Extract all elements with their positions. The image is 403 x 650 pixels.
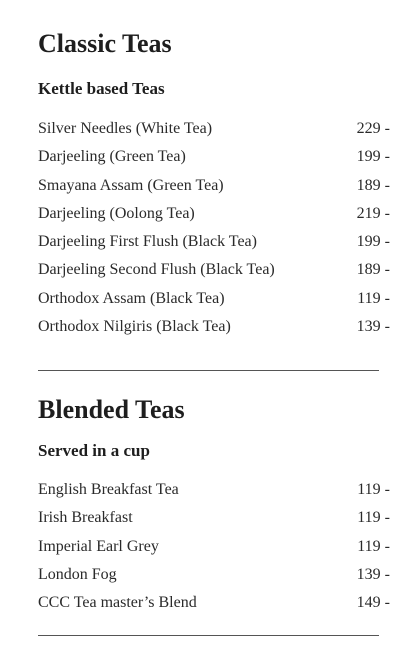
section-title-blended-teas: Blended Teas xyxy=(38,395,185,424)
menu-item-name: London Fog xyxy=(38,565,117,583)
menu-item xyxy=(38,204,390,232)
section-title-classic-teas: Classic Teas xyxy=(38,29,172,58)
menu-item-price: 119 - xyxy=(357,537,390,555)
menu-item-price: 199 - xyxy=(356,233,390,251)
menu-item-price: 199 - xyxy=(356,148,390,166)
section-subtitle-kettle-based: Kettle based Teas xyxy=(38,79,165,98)
classic-teas-list xyxy=(38,119,390,345)
menu-item-price: 149 - xyxy=(356,594,390,612)
menu-item-price: 119 - xyxy=(357,509,390,527)
menu-item xyxy=(38,537,390,565)
menu-item-name: Orthodox Nilgiris (Black Tea) xyxy=(38,318,231,336)
menu-item xyxy=(38,176,390,204)
menu-item-name: English Breakfast Tea xyxy=(38,481,179,498)
menu-item-price: 189 - xyxy=(356,261,390,279)
menu-item-price: 189 - xyxy=(356,176,390,194)
menu-item xyxy=(38,317,390,345)
menu-item xyxy=(38,480,390,508)
menu-item-price: 139 - xyxy=(356,318,390,336)
menu-item-name: Orthodox Assam (Black Tea) xyxy=(38,289,225,307)
menu-item xyxy=(38,508,390,536)
menu-item xyxy=(38,289,390,317)
menu-item xyxy=(38,260,390,288)
menu-item-price: 119 - xyxy=(357,289,390,307)
menu-item-price: 219 - xyxy=(356,204,390,222)
menu-item-price: 229 - xyxy=(356,120,390,137)
menu-item-name: Irish Breakfast xyxy=(38,509,133,527)
menu-item-name: Darjeeling First Flush (Black Tea) xyxy=(38,233,257,251)
menu-item-name: Darjeeling Second Flush (Black Tea) xyxy=(38,261,275,279)
menu-item xyxy=(38,119,390,147)
section-divider xyxy=(38,370,379,371)
menu-item xyxy=(38,232,390,260)
menu-item xyxy=(38,147,390,175)
section-divider xyxy=(38,635,379,636)
menu-item-name: Silver Needles (White Tea) xyxy=(38,120,213,137)
menu-item-name: CCC Tea master’s Blend xyxy=(38,594,197,612)
menu-item xyxy=(38,593,390,621)
menu-item-price: 139 - xyxy=(356,565,390,583)
menu-item xyxy=(38,565,390,593)
menu-item-name: Imperial Earl Grey xyxy=(38,537,159,555)
menu-item-name: Darjeeling (Green Tea) xyxy=(38,148,186,166)
menu-item-name: Smayana Assam (Green Tea) xyxy=(38,176,224,194)
menu-item-name: Darjeeling (Oolong Tea) xyxy=(38,204,195,222)
section-subtitle-served-in-cup: Served in a cup xyxy=(38,441,150,460)
blended-teas-list xyxy=(38,480,390,621)
menu-item-price: 119 - xyxy=(357,481,390,498)
